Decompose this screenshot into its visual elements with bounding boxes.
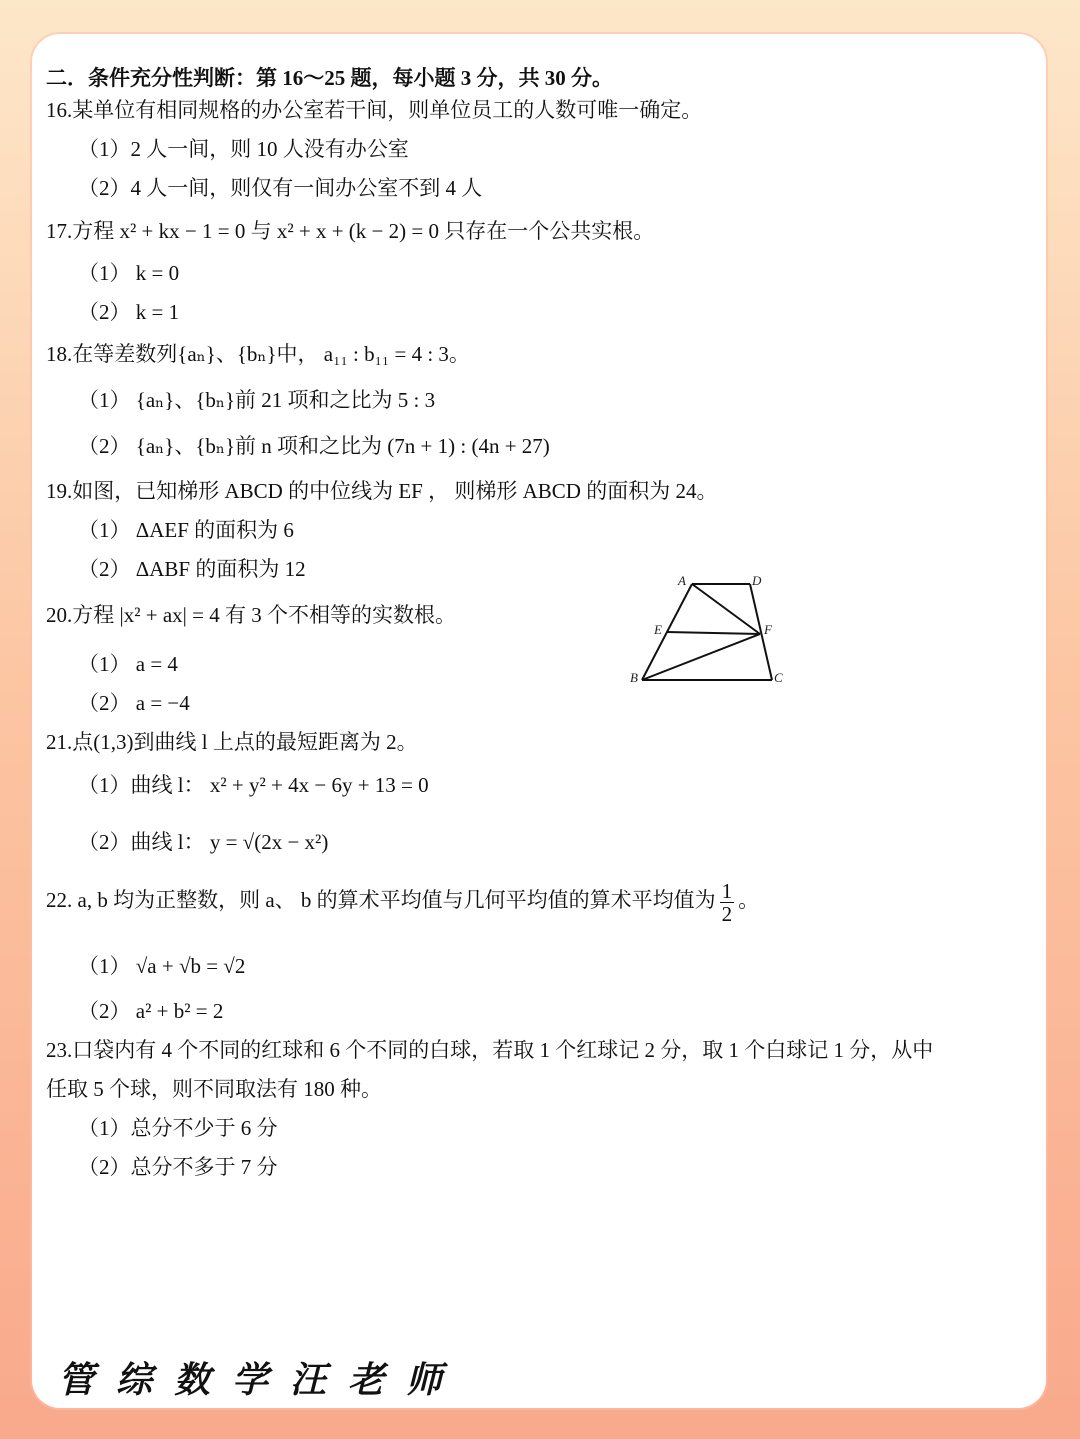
label-e: E [654,622,662,637]
q17-option-2: （2） k = 1 [78,300,180,324]
q21-option-1: （1）曲线 l： x² + y² + 4x − 6y + 13 = 0 [78,773,429,797]
label-f: F [764,622,772,637]
question-23: 23.口袋内有 4 个不同的红球和 6 个不同的白球，若取 1 个红球记 2 分，取 1 个白球记 1 分，从中 [46,1038,934,1062]
label-d: D [752,574,762,588]
q22-fraction-denominator: 2 [721,901,733,926]
q16-option-2: （2）4 人一间，则仅有一间办公室不到 4 人 [78,176,483,200]
q22-text-end: 。 [738,888,760,912]
q22-option-2: （2） a² + b² = 2 [78,999,224,1023]
q22-option-1: （1） √a + √b = √2 [78,954,246,978]
segment-af [692,584,760,634]
q18-option-2: （2） {aₙ}、{bₙ}前 n 项和之比为 (7n + 1) : (4n + 27) [78,434,550,458]
question-21: 21.点(1,3)到曲线 l 上点的最短距离为 2。 [46,730,418,754]
q19-option-1: （1） ΔAEF 的面积为 6 [78,518,294,542]
question-16: 16.某单位有相同规格的办公室若干间，则单位员工的人数可唯一确定。 [46,98,703,122]
question-17: 17.方程 x² + kx − 1 = 0 与 x² + x + (k − 2) = 0 只存在一个公共实根。 [46,219,655,243]
q18-option-1: （1） {aₙ}、{bₙ}前 21 项和之比为 5 : 3 [78,388,436,412]
q22-fraction-numerator: 1 [721,878,733,903]
label-c: C [774,670,783,685]
question-23-cont: 任取 5 个球，则不同取法有 180 种。 [46,1077,382,1101]
segment-bf [642,634,760,680]
q16-option-1: （1）2 人一间，则 10 人没有办公室 [78,137,409,161]
q20-option-1: （1） a = 4 [78,652,178,676]
section-heading: 二．条件充分性判断：第 16～25 题，每小题 3 分，共 30 分。 [46,66,613,90]
q22-text: 22. a, b 均为正整数，则 a、 b 的算术平均值与几何平均值的算术平均值为 [46,888,716,912]
label-b: B [630,670,638,685]
label-a: A [678,574,686,588]
q22-fraction [720,880,735,925]
question-19: 19.如图，已知梯形 ABCD 的中位线为 EF ， 则梯形 ABCD 的面积为 24。 [46,479,718,503]
question-18: 18.在等差数列{aₙ}、{bₙ}中， a₁₁ : b₁₁ = 4 : 3。 [46,342,470,366]
page-card [32,34,1046,1408]
q21-option-2: （2）曲线 l： y = √(2x − x²) [78,830,329,854]
midline-ef [667,632,760,634]
q17-option-1: （1） k = 0 [78,261,180,285]
q23-option-2: （2）总分不多于 7 分 [78,1155,278,1179]
q19-option-2: （2） ΔABF 的面积为 12 [78,557,306,581]
q20-option-2: （2） a = −4 [78,691,190,715]
q23-option-1: （1）总分不少于 6 分 [78,1116,278,1140]
question-20: 20.方程 |x² + ax| = 4 有 3 个不相等的实数根。 [46,603,456,627]
question-22 [46,876,759,925]
author-signature: 管综数学汪老师 [58,1359,465,1401]
trapezoid-figure [628,574,798,699]
